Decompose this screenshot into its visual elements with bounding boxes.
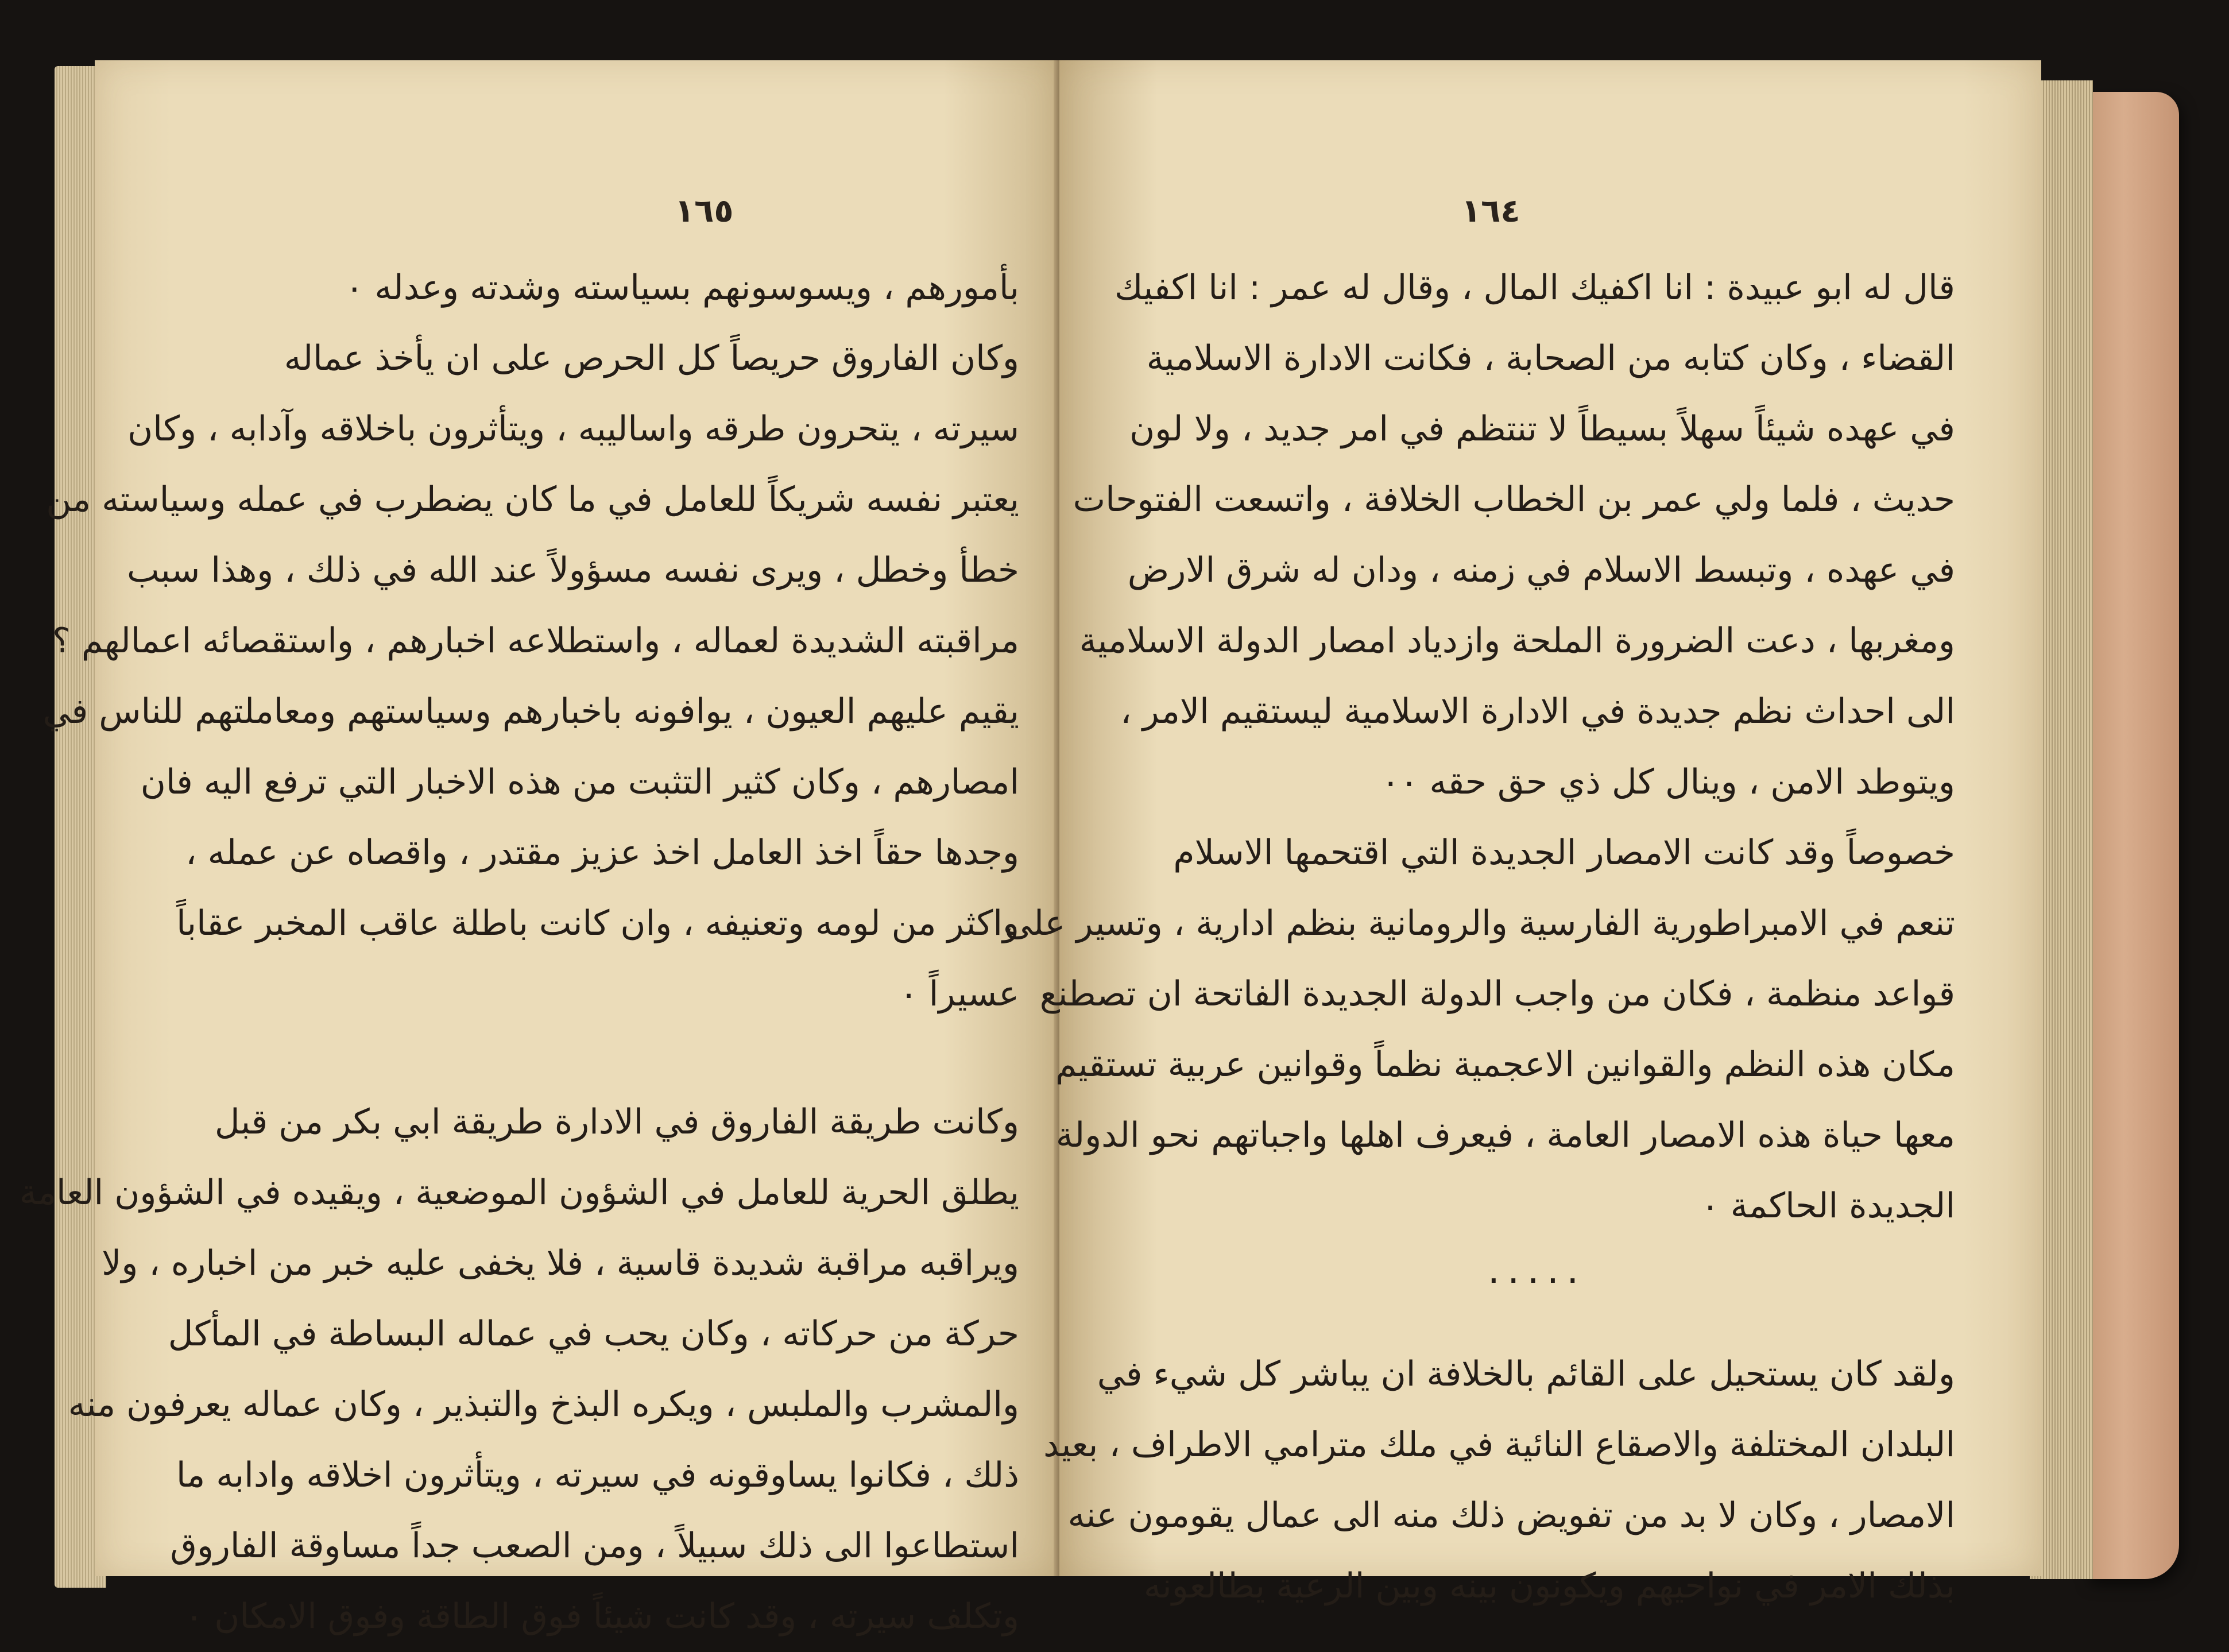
- text-line: ولقد كان يستحيل على القائم بالخلافة ان يباشر كل شيء في: [1097, 1354, 1955, 1394]
- page-number: ١٦٤: [1461, 192, 1520, 230]
- text-line: خصوصاً وقد كانت الامصار الجديدة التي اقتحمها الاسلام: [1173, 833, 1955, 873]
- text-line: في عهده شيئاً سهلاً بسيطاً لا تنتظم في امر جديد ، ولا لون: [1129, 409, 1955, 449]
- text-line: ويراقبه مراقبة شديدة قاسية ، فلا يخفى عليه خبر من اخباره ، ولا: [102, 1243, 1019, 1283]
- section-separator: ٠٠٠٠٠: [1484, 1258, 1582, 1300]
- page-text: [1004, 253, 1955, 1622]
- text-line: ذلك ، فكانوا يساوقونه في سيرته ، ويتأثرون اخلاقه وادابه ما: [176, 1455, 1019, 1495]
- text-line: بذلك الامر في نواحيهم ويكونون بينه وبين الرعية يطالعونه: [1143, 1566, 1955, 1606]
- text-line: مكان هذه النظم والقوانين الاعجمية نظماً وقوانين عربية تستقيم: [1055, 1044, 1955, 1085]
- left-page: [19, 60, 1059, 1636]
- text-line: وكانت طريقة الفاروق في الادارة طريقة ابي بكر من قبل: [214, 1102, 1019, 1142]
- text-line: الجديدة الحاكمة ٠: [1701, 1186, 1955, 1226]
- text-line: الى احداث نظم جديدة في الادارة الاسلامية ليستقيم الامر ،: [1120, 691, 1955, 732]
- text-line: وجدها حقاً اخذ العامل اخذ عزيز مقتدر ، واقصاه عن عمله ،: [185, 833, 1019, 873]
- text-line: استطاعوا الى ذلك سبيلاً ، ومن الصعب جداً مساوقة الفاروق: [170, 1526, 1019, 1566]
- open-book: [19, 55, 2162, 1636]
- text-line: تنعم في الامبراطورية الفارسية والرومانية بنظم ادارية ، وتسير على: [1004, 903, 1955, 943]
- text-line: قال له ابو عبيدة : انا اكفيك المال ، وقال له عمر : انا اكفيك: [1114, 268, 1955, 308]
- paragraph-gap: [175, 1030, 1019, 1087]
- right-page: [1004, 60, 2041, 1606]
- text-line: بأمورهم ، ويسوسونهم بسياسته وشدته وعدله ٠: [345, 268, 1019, 308]
- text-line: ويتوطد الامن ، وينال كل ذي حق حقه ٠٠: [1381, 762, 1955, 802]
- text-line: معها حياة هذه الامصار العامة ، فيعرف اهلها واجباتهم نحو الدولة: [1055, 1115, 1955, 1155]
- text-line: عسيراً ٠: [899, 974, 1019, 1014]
- text-line: مراقبته الشديدة لعماله ، واستطلاعه اخبارهم ، واستقصائه اعمالهم ؟: [52, 621, 1019, 661]
- back-cover: [2087, 92, 2179, 1579]
- text-line: القضاء ، وكان كتابه من الصحابة ، فكانت الادارة الاسلامية: [1146, 338, 1955, 378]
- text-line: البلدان المختلفة والاصقاع النائية في ملك مترامي الاطراف ، بعيد: [1043, 1425, 1955, 1465]
- text-line: يقيم عليهم العيون ، يوافونه باخبارهم وسياستهم ومعاملتهم للناس في: [42, 691, 1019, 732]
- text-line: سيرته ، يتحرون طرقه واساليبه ، ويتأثرون باخلاقه وآدابه ، وكان: [127, 409, 1019, 449]
- text-line: يطلق الحرية للعامل في الشؤون الموضعية ، ويقيده في الشؤون العامة: [19, 1173, 1019, 1213]
- text-line: يعتبر نفسه شريكاً للعامل في ما كان يضطرب في عمله وسياسته من: [46, 479, 1019, 520]
- text-line: حديث ، فلما ولي عمر بن الخطاب الخلافة ، واتسعت الفتوحات: [1073, 479, 1955, 520]
- page-number: ١٦٥: [675, 192, 734, 230]
- text-line: وتكلف سيرته ، وقد كانت شيئاً فوق الطاقة وفوق الامكان ٠: [184, 1596, 1019, 1636]
- text-line: الامصار ، وكان لا بد من تفويض ذلك منه الى عمال يقومون عنه: [1067, 1495, 1955, 1535]
- text-line: والمشرب والملبس ، ويكره البذخ والتبذير ، وكان عماله يعرفون منه: [68, 1384, 1019, 1425]
- text-line: خطأ وخطل ، ويرى نفسه مسؤولاً عند الله في ذلك ، وهذا سبب: [127, 550, 1019, 590]
- text-line: امصارهم ، وكان كثير التثبت من هذه الاخبار التي ترفع اليه فان: [140, 762, 1019, 802]
- text-line: حركة من حركاته ، وكان يحب في عماله البساطة في المأكل: [168, 1314, 1019, 1354]
- text-line: واكثر من لومه وتعنيفه ، وان كانت باطلة عاقب المخبر عقاباً: [176, 903, 1019, 943]
- text-line: في عهده ، وتبسط الاسلام في زمنه ، ودان له شرق الارض: [1127, 550, 1955, 590]
- text-line: قواعد منظمة ، فكان من واجب الدولة الجديدة الفاتحة ان تصطنع: [1039, 974, 1955, 1014]
- page-text: [19, 253, 1019, 1652]
- text-line: وكان الفاروق حريصاً كل الحرص على ان يأخذ عماله: [284, 338, 1019, 378]
- text-line: ومغربها ، دعت الضرورة الملحة وازدياد امصار الدولة الاسلامية: [1079, 621, 1955, 661]
